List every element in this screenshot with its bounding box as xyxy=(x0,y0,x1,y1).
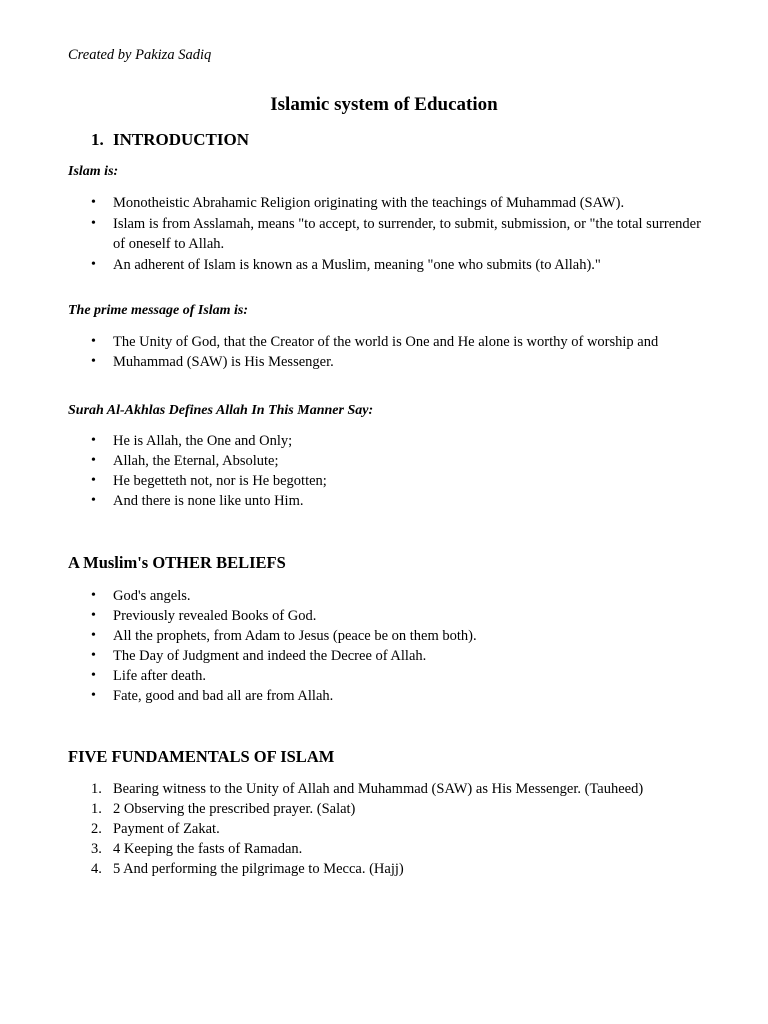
list-item xyxy=(91,859,731,879)
islam-is-list xyxy=(91,193,701,275)
list-item: • Fate, good and bad all are from Allah. xyxy=(91,686,701,706)
item-number: 2. xyxy=(91,821,102,837)
document-title: Islamic system of Education xyxy=(270,94,498,115)
prime-message-label: The prime message of Islam is: xyxy=(68,303,249,318)
list-item: • Previously revealed Books of God. xyxy=(91,606,701,626)
list-item xyxy=(91,839,731,859)
item-number: 4. xyxy=(91,861,102,877)
islam-is-label: Islam is: xyxy=(68,164,119,179)
section-label: INTRODUCTION xyxy=(113,130,250,149)
prime-message-list xyxy=(91,332,701,372)
list-item: • He begetteth not, nor is He begotten; xyxy=(91,471,701,491)
list-item xyxy=(91,819,731,839)
item-number: 1. xyxy=(91,801,102,817)
list-item: • The Unity of God, that the Creator of the world is One and He alone is worthy of worship and xyxy=(91,332,701,352)
list-item: • Life after death. xyxy=(91,666,701,686)
fundamentals-heading: FIVE FUNDAMENTALS OF ISLAM xyxy=(68,747,335,766)
section-number: 1. xyxy=(91,130,104,149)
item-number: 3. xyxy=(91,841,102,857)
item-text: 2 Observing the prescribed prayer. (Salat) xyxy=(113,801,356,817)
beliefs-heading: A Muslim's OTHER BELIEFS xyxy=(68,553,286,572)
beliefs-list xyxy=(91,586,701,706)
section-heading-introduction xyxy=(91,129,249,151)
list-item: • Muhammad (SAW) is His Messenger. xyxy=(91,352,701,372)
list-item: • Monotheistic Abrahamic Religion originating with the teachings of Muhammad (SAW). xyxy=(91,193,701,213)
author-credit: Created by Pakiza Sadiq xyxy=(68,47,212,63)
list-item: • Islam is from Asslamah, means "to accept, to surrender, to submit, submission, or "the total surrender of oneself to Allah. xyxy=(91,214,701,254)
surah-list xyxy=(91,431,701,511)
item-text: 5 And performing the pilgrimage to Mecca. (Hajj) xyxy=(113,861,404,877)
list-item: • God's angels. xyxy=(91,586,701,606)
list-item: • And there is none like unto Him. xyxy=(91,491,701,511)
list-item: • The Day of Judgment and indeed the Decree of Allah. xyxy=(91,646,701,666)
fundamentals-list xyxy=(91,779,731,879)
surah-label: Surah Al-Akhlas Defines Allah In This Manner Say: xyxy=(68,403,374,418)
list-item: • Allah, the Eternal, Absolute; xyxy=(91,451,701,471)
list-item: • All the prophets, from Adam to Jesus (peace be on them both). xyxy=(91,626,701,646)
item-number: 1. xyxy=(91,781,102,797)
item-text: Bearing witness to the Unity of Allah and Muhammad (SAW) as His Messenger. (Tauheed) xyxy=(113,781,644,797)
list-item: • He is Allah, the One and Only; xyxy=(91,431,701,451)
item-text: Payment of Zakat. xyxy=(113,821,220,837)
list-item: • An adherent of Islam is known as a Muslim, meaning "one who submits (to Allah)." xyxy=(91,255,701,275)
list-item xyxy=(91,799,731,819)
list-item xyxy=(91,779,731,799)
item-text: 4 Keeping the fasts of Ramadan. xyxy=(113,841,303,857)
